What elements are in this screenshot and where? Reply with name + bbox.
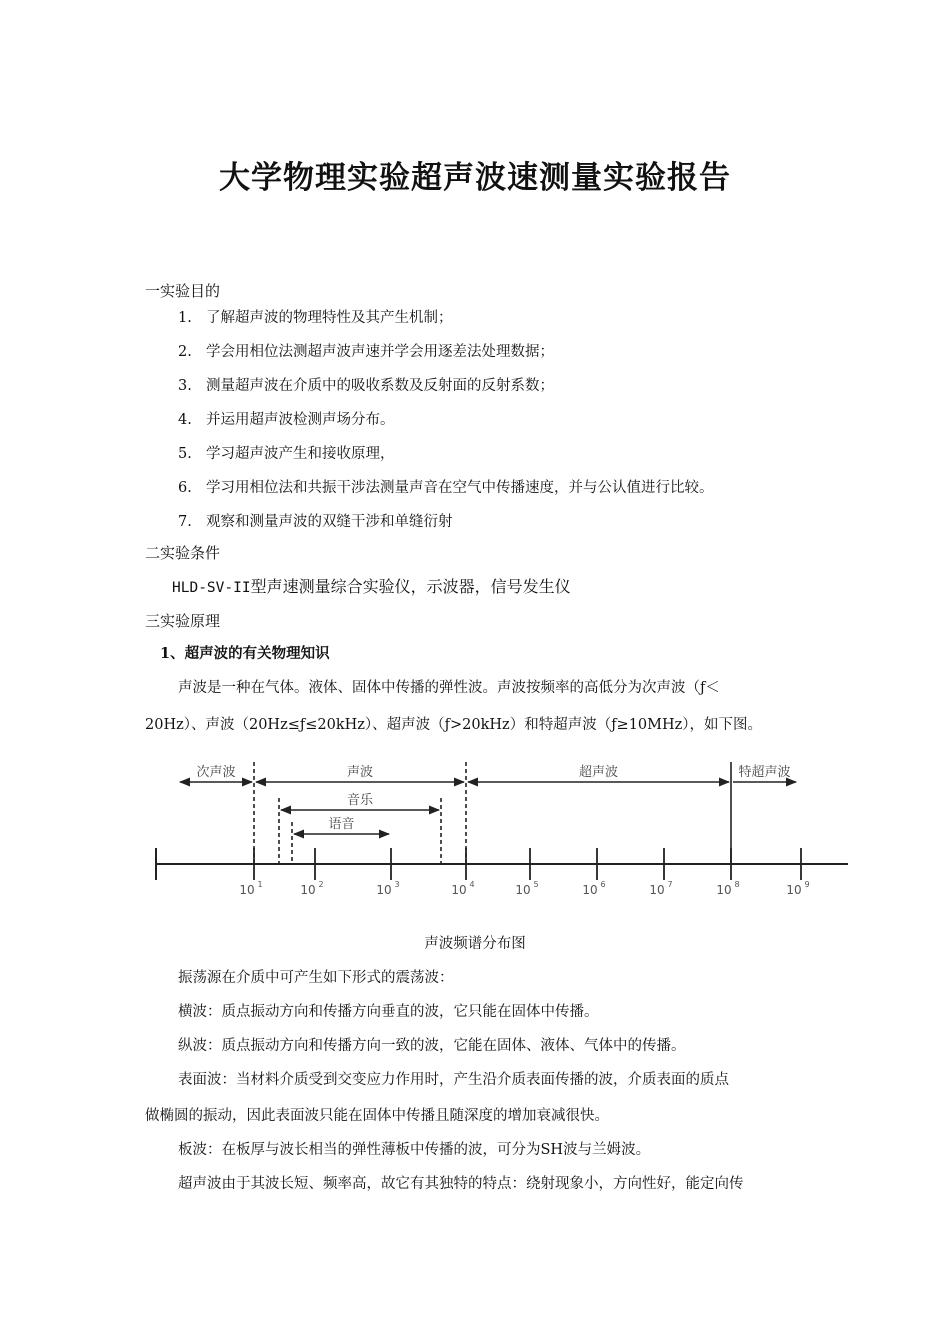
section-conditions-heading: 二实验条件 (145, 544, 221, 562)
purpose-item (178, 442, 395, 463)
body-paragraph: 振荡源在介质中可产生如下形式的震荡波： (178, 970, 454, 986)
band-label: 特超声波 (738, 765, 791, 780)
purpose-item-number: 3. (178, 378, 192, 394)
axis-tick-label: 10 (376, 883, 392, 897)
band-label: 超声波 (578, 765, 619, 780)
purpose-item (178, 340, 554, 361)
purpose-item-text: 了解超声波的物理特性及其产生机制； (206, 310, 453, 326)
axis-tick-exponent: 8 (734, 880, 740, 889)
axis-tick-exponent: 5 (533, 880, 539, 889)
axis-tick-exponent: 7 (667, 880, 673, 889)
purpose-item-text: 并运用超声波检测声场分布。 (206, 412, 395, 428)
axis-tick-label: 10 (515, 883, 531, 897)
axis-tick-exponent: 6 (600, 880, 606, 889)
band-label: 次声波 (196, 765, 236, 780)
principle-subheading: 1、超声波的有关物理知识 (160, 645, 330, 662)
purpose-item-text: 学会用相位法测超声波声速并学会用逐差法处理数据； (206, 344, 554, 360)
instrument-model: HLD-SV-II (172, 580, 251, 596)
section-principle-heading: 三实验原理 (145, 612, 221, 630)
band-label: 声波 (346, 765, 374, 780)
purpose-item-number: 4. (178, 412, 192, 428)
body-paragraph: 超声波由于其波长短、频率高，故它有其独特的特点：绕射现象小，方向性好，能定向传 (178, 1176, 744, 1192)
purpose-item-number: 6. (178, 480, 192, 496)
purpose-item (178, 306, 453, 327)
axis-tick-label: 10 (716, 883, 732, 897)
band-label: 语音 (328, 817, 355, 832)
body-paragraph: 表面波：当材料介质受到交变应力作用时，产生沿介质表面传播的波，介质表面的质点 (178, 1072, 729, 1088)
axis-tick-label: 10 (786, 883, 802, 897)
band-label: 音乐 (346, 793, 374, 808)
purpose-item-text: 测量超声波在介质中的吸收系数及反射面的反射系数； (206, 378, 554, 394)
section-purpose-heading: 一实验目的 (145, 282, 221, 300)
purpose-item-number: 2. (178, 344, 192, 360)
axis-tick-exponent: 2 (318, 880, 324, 889)
diagram-caption: 声波频谱分布图 (424, 936, 526, 952)
purpose-item (178, 476, 714, 497)
conditions-text (172, 574, 571, 597)
sound-spectrum-diagram (0, 750, 950, 910)
purpose-item-number: 1. (178, 310, 192, 326)
purpose-item (178, 374, 554, 395)
body-paragraph: 板波：在板厚与波长相当的弹性薄板中传播的波，可分为SH波与兰姆波。 (178, 1142, 651, 1158)
purpose-item (178, 408, 395, 429)
axis-tick-exponent: 3 (394, 880, 400, 889)
axis-tick-label: 10 (649, 883, 665, 897)
axis-tick-exponent: 9 (804, 880, 810, 889)
purpose-item (178, 510, 453, 531)
body-paragraph: 纵波：质点振动方向和传播方向一致的波，它能在固体、液体、气体中的传播。 (178, 1038, 686, 1054)
purpose-item-number: 5. (178, 446, 192, 462)
axis-tick-label: 10 (582, 883, 598, 897)
axis-tick-exponent: 1 (257, 880, 263, 889)
axis-tick-label: 10 (451, 883, 467, 897)
axis-tick-label: 10 (239, 883, 255, 897)
axis-tick-exponent: 4 (469, 880, 475, 889)
purpose-item-number: 7. (178, 514, 192, 530)
intro-paragraph-line1: 声波是一种在气体。液体、固体中传播的弹性波。声波按频率的高低分为次声波（ƒ＜ (178, 680, 720, 696)
instrument-list: 型声速测量综合实验仪，示波器，信号发生仪 (250, 577, 571, 596)
axis-tick-label: 10 (300, 883, 316, 897)
body-paragraph: 横波：质点振动方向和传播方向垂直的波，它只能在固体中传播。 (178, 1004, 599, 1020)
purpose-item-text: 学习用相位法和共振干涉法测量声音在空气中传播速度，并与公认值进行比较。 (206, 480, 714, 496)
intro-paragraph-line2: 20Hz）、声波（20Hz≤ƒ≤20kHz）、超声波（ƒ>20kHz）和特超声波（ƒ≥10MHz），如下图。 (145, 717, 763, 733)
body-paragraph: 做椭圆的振动，因此表面波只能在固体中传播且随深度的增加衰减很快。 (145, 1108, 609, 1124)
page-title: 大学物理实验超声波速测量实验报告 (219, 160, 731, 196)
purpose-item-text: 学习超声波产生和接收原理， (206, 446, 395, 462)
purpose-item-text: 观察和测量声波的双缝干涉和单缝衍射 (206, 514, 453, 530)
